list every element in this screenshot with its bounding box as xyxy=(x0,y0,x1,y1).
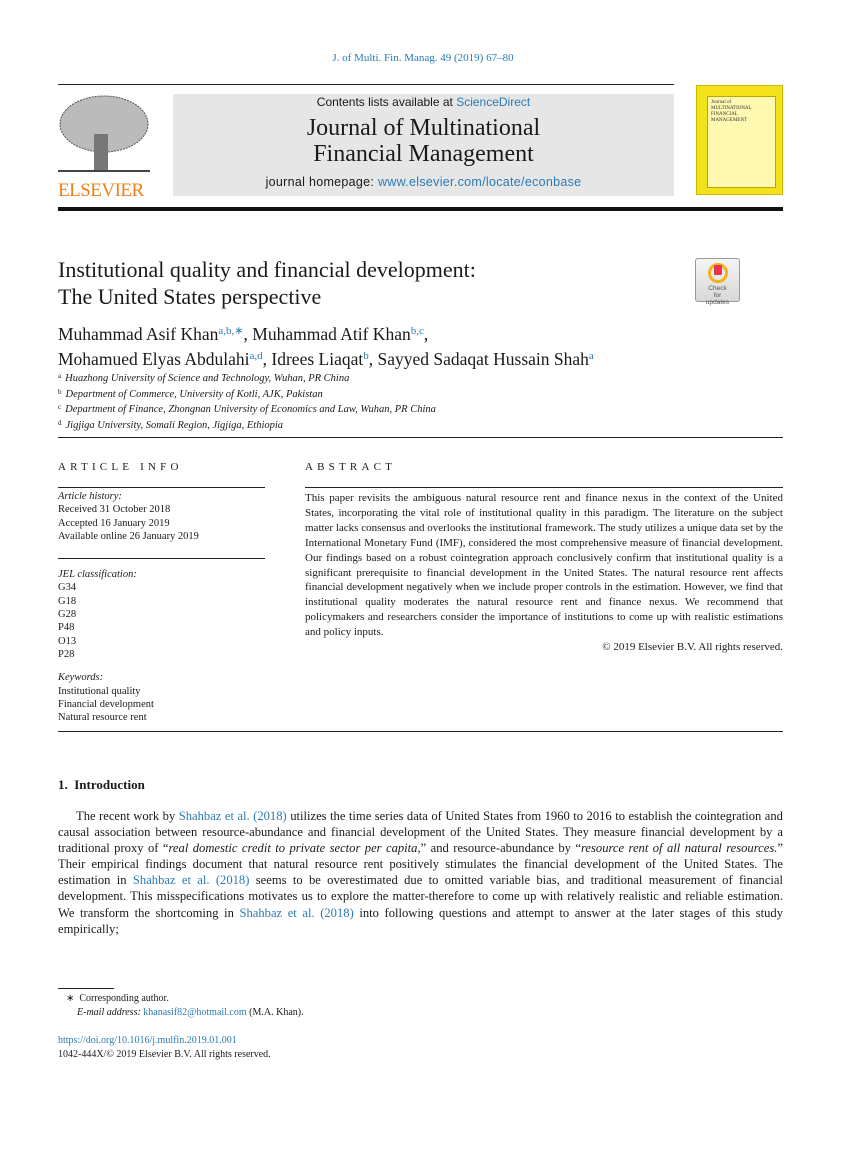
footnotes xyxy=(58,992,304,1019)
journal-masthead xyxy=(173,94,674,196)
jel-code: G28 xyxy=(58,609,77,621)
homepage-line xyxy=(173,175,674,189)
article-info-heading: ARTICLE INFO xyxy=(58,461,183,473)
affiliation-ref[interactable]: a xyxy=(588,350,594,362)
email-label: E-mail address: xyxy=(77,1006,141,1018)
contents-line xyxy=(173,95,674,109)
homepage-link[interactable]: www.elsevier.com/locate/econbase xyxy=(377,175,582,189)
doi-link[interactable]: https://doi.org/10.1016/j.mulfin.2019.01.001 xyxy=(58,1035,237,1046)
title-line: The United States perspective xyxy=(58,284,322,309)
jel-code: P28 xyxy=(58,648,75,660)
email-link[interactable]: khanasif82@hotmail.com xyxy=(143,1006,247,1018)
divider xyxy=(58,487,265,488)
history-item: Available online 26 January 2019 xyxy=(58,530,199,542)
email-suffix: (M.A. Khan). xyxy=(246,1006,304,1018)
journal-title: Journal of Multinational Financial Management xyxy=(306,115,541,167)
author[interactable]: Muhammad Asif Khan$^{a,b,∗}$ xyxy=(58,324,244,344)
corresponding-author: Corresponding author. xyxy=(79,993,169,1004)
title-line: Institutional quality and financial development: xyxy=(58,257,476,282)
homepage-label: journal homepage: xyxy=(265,175,378,189)
doi-block xyxy=(58,1034,271,1062)
affiliation-ref[interactable]: a,d xyxy=(249,350,263,362)
affiliation-ref[interactable]: b xyxy=(363,350,369,362)
divider xyxy=(305,487,783,488)
keyword: Institutional quality xyxy=(58,685,141,697)
abstract-heading: ABSTRACT xyxy=(305,461,397,473)
keywords-label: Keywords: xyxy=(58,672,104,684)
history-item: Accepted 16 January 2019 xyxy=(58,517,170,529)
publisher-name: ELSEVIER xyxy=(58,180,144,201)
abstract-text: This paper revisits the ambiguous natural resource rent and finance nexus in the context of the United States, incorporating the vital role of institutional quality in this paradigm. The literature on the subject matter lacks consensus and overlooks the institutional framework. The study utilizes a unique data set by the International Monetary Fund (IMF), considered the most comprehensive measure of financial development. Our findings based on a robust cointegration approach conclusively confirm that institutional quality is a significant prerequisite to financial development in the United States. The natural resource rent affects financial development negatively when we include proper controls in the estimation. However, we find that institutional quality moderates the natural resource rent and finance nexus. We recommend that policymakers and researchers consider the importance of institutions to come up with realistic estimations and policy inputs. xyxy=(305,492,783,639)
history-label: Article history: xyxy=(58,491,122,502)
divider xyxy=(58,84,674,85)
citation-link[interactable]: Shahbaz et al. (2018) xyxy=(178,809,287,823)
affiliation: $^b$ Department of Commerce, University of Kotli, AJK, Pakistan xyxy=(58,387,323,400)
issn-copyright: 1042-444X/© 2019 Elsevier B.V. All rights reserved. xyxy=(58,1049,271,1060)
keyword: Natural resource rent xyxy=(58,712,147,724)
cover-title: Journal of MULTINATIONAL FINANCIAL MANAGEMENT xyxy=(707,96,776,188)
author[interactable]: Mohamued Elyas Abdulahi$^{a,d}$ xyxy=(58,349,263,369)
check-updates-icon xyxy=(708,263,728,283)
citation-link[interactable]: Shahbaz et al. (2018) xyxy=(132,873,250,888)
divider xyxy=(58,207,783,211)
affiliation-ref[interactable]: a,b,∗ xyxy=(218,325,244,337)
footnote-mark: ∗ xyxy=(66,993,75,1004)
abstract xyxy=(305,491,783,655)
affiliation: $^a$ Huazhong University of Science and Technology, Wuhan, PR China xyxy=(58,372,350,384)
jel-label: JEL classification: xyxy=(58,569,137,581)
divider xyxy=(58,731,783,732)
elsevier-logo[interactable] xyxy=(58,94,152,201)
article-title xyxy=(58,256,658,310)
citation-link[interactable]: Shahbaz et al. (2018) xyxy=(239,905,354,920)
affiliation-ref[interactable]: b,c xyxy=(410,325,424,337)
author[interactable]: Muhammad Atif Khan$^{b,c}$ xyxy=(252,324,424,344)
jel-code: P48 xyxy=(58,622,75,634)
jel-code: O13 xyxy=(58,635,77,647)
author-list: Muhammad Asif Khan$^{a,b,∗}$, Muhammad Atif Khan$^{b,c}$, Mohamued Elyas Abdulahi$^{a,d}$, Idrees Liaqat$^b$, Sayyed Sadaqat Hussain Shah$^a$ xyxy=(58,324,594,369)
elsevier-tree-icon xyxy=(58,94,150,174)
check-for-updates-button[interactable] xyxy=(695,258,740,306)
keyword: Financial development xyxy=(58,698,154,710)
footnote-divider xyxy=(58,988,114,989)
history-item: Received 31 October 2018 xyxy=(58,504,171,516)
sciencedirect-link[interactable]: ScienceDirect xyxy=(456,95,531,109)
author[interactable]: Idrees Liaqat$^b$ xyxy=(271,349,369,369)
article-info xyxy=(58,490,265,724)
divider xyxy=(58,437,783,438)
affiliations xyxy=(58,370,436,432)
journal-cover[interactable] xyxy=(696,85,783,195)
journal-citation[interactable]: J. of Multi. Fin. Manag. 49 (2019) 67–80 xyxy=(332,52,514,64)
section-heading: 1. Introduction xyxy=(58,777,145,792)
copyright: © 2019 Elsevier B.V. All rights reserved. xyxy=(602,641,783,654)
affiliation: $^c$ Department of Finance, Zhongnan University of Economics and Law, Wuhan, PR China xyxy=(58,403,436,416)
author[interactable]: Sayyed Sadaqat Hussain Shah$^a$ xyxy=(377,349,594,369)
contents-text: Contents lists available at xyxy=(316,95,457,109)
check-updates-label: Check for updates xyxy=(705,285,730,306)
affiliation: $^d$ Jigjiga University, Somali Region, Jigjiga, Ethiopia xyxy=(58,418,284,431)
intro-paragraph: The recent work by Shahbaz et al. (2018) utilizes the time series data of United States from 1960 to 2016 to establish the cointegration and causal association between resource-abundance and financial development of the United States. They measure financial development by a traditional proxy of “real domestic credit to private sector per capita,” and resource-abundance by “resource rent of all natural resources.” Their empirical findings document that natural resource rent positively stimulates the financial development of the United States. The estimation in Shahbaz et al. (2018) seems to be overestimated due to omitted variable bias, and traditional measurement of financial development. This misspecifications motivates us to explore the matter-therefore to come up with relatively realistic and reliable estimation. We transform the shortcoming in Shahbaz et al. (2018) into following questions and attempt to answer at the later stages of this study empirically; xyxy=(58,809,784,936)
jel-code: G18 xyxy=(58,595,77,607)
jel-code: G34 xyxy=(58,582,77,594)
